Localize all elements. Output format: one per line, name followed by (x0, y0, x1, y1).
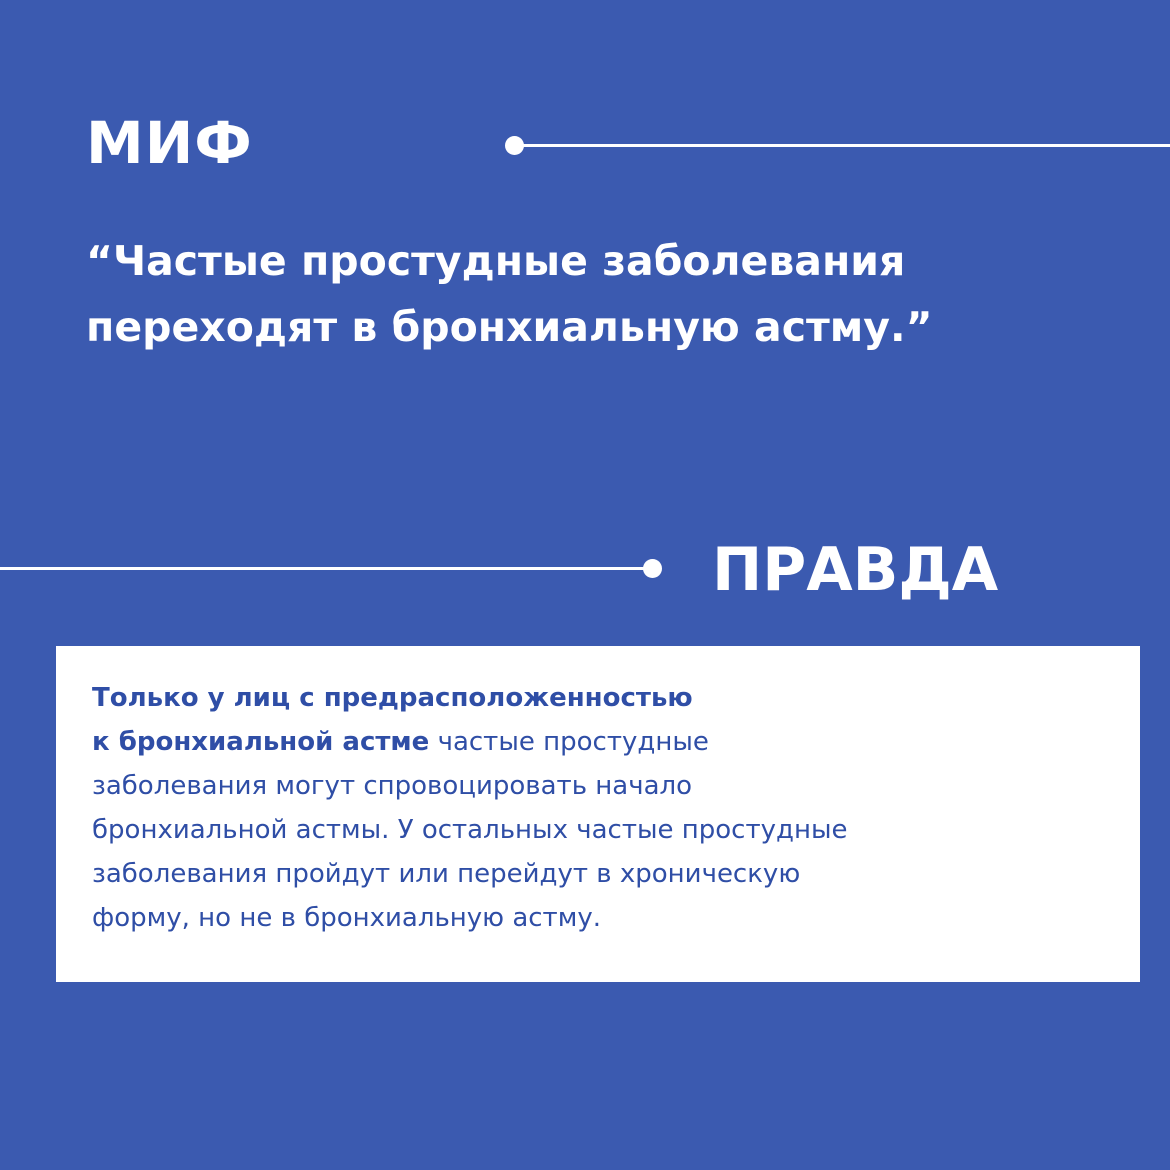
truth-text-regular: заболевания пройдут или перейдут в хроническую (92, 859, 801, 889)
truth-text-line (92, 896, 1112, 940)
truth-text-regular: бронхиальной астмы. У остальных частые простудные (92, 815, 848, 845)
myth-heading: МИФ (86, 109, 253, 177)
truth-divider-dot (643, 559, 662, 578)
truth-text-line (92, 808, 1112, 852)
myth-quote (86, 228, 1086, 360)
truth-text-line (92, 720, 1112, 764)
truth-text-regular: частые простудные (429, 727, 709, 757)
truth-heading: ПРАВДА (712, 535, 999, 605)
truth-text-bold: Только у лиц с предрасположенностью (92, 683, 693, 713)
truth-card (56, 646, 1140, 982)
truth-text-line (92, 676, 1112, 720)
truth-text (92, 676, 1112, 940)
truth-text-line (92, 764, 1112, 808)
myth-quote-line: переходят в бронхиальную астму.” (86, 303, 933, 351)
truth-text-regular: форму, но не в бронхиальную астму. (92, 903, 601, 933)
myth-divider-dot (505, 136, 524, 155)
myth-divider-line (512, 144, 1170, 147)
truth-divider-line (0, 567, 650, 570)
truth-text-regular: заболевания могут спровоцировать начало (92, 771, 693, 801)
truth-text-bold: к бронхиальной астме (92, 727, 430, 757)
truth-text-line (92, 852, 1112, 896)
myth-quote-line: “Частые простудные заболевания (86, 237, 906, 285)
